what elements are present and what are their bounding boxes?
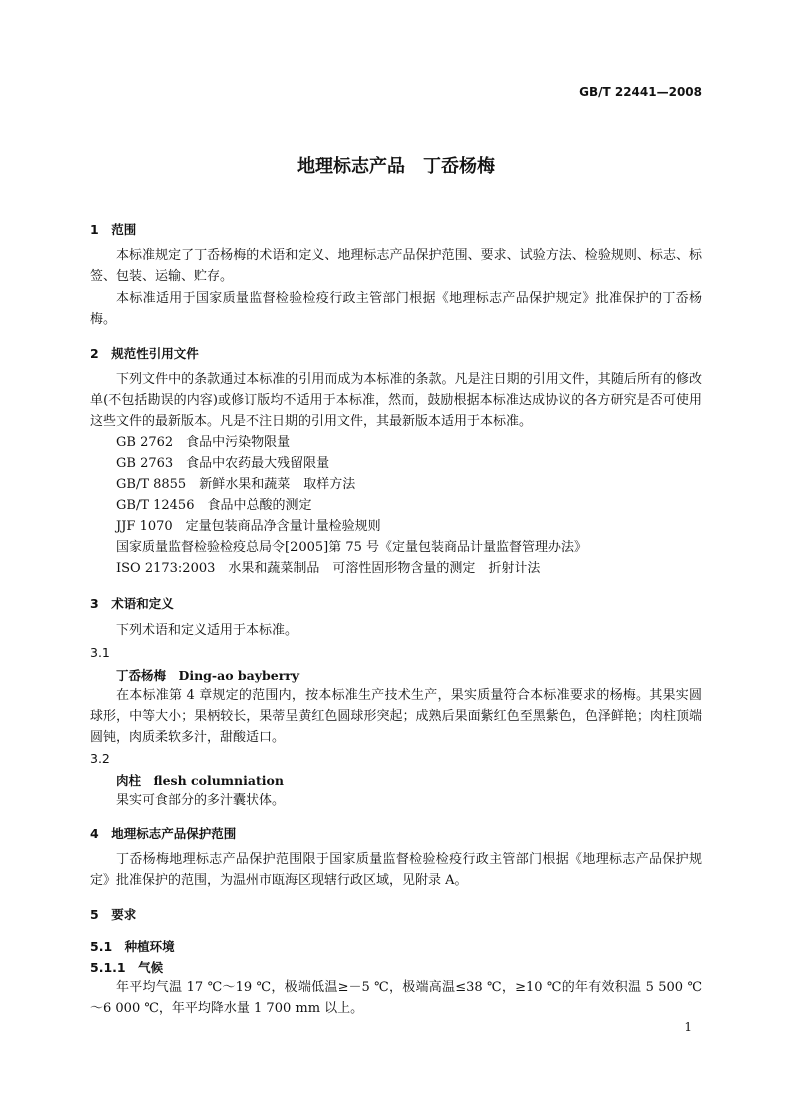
section-3-heading: 3 术语和定义	[90, 596, 174, 611]
term-definition: 果实可食部分的多汁囊状体。	[116, 793, 286, 808]
term-number: 3.2	[90, 751, 110, 766]
reference-item: ISO 2173:2003 水果和蔬菜制品 可溶性固形物含量的测定 折射计法	[116, 561, 541, 576]
standard-code: GB/T 22441—2008	[579, 85, 702, 99]
section-4-para-1: 丁岙杨梅地理标志产品保护范围限于国家质量监督检验检疫行政主管部门根据《地理标志产品保护规定》批准保护的范围，为温州市瓯海区现辖行政区域，见附录 A。	[90, 852, 702, 888]
reference-item: 国家质量监督检验检疫总局令[2005]第 75 号《定量包装商品计量监督管理办法》	[116, 540, 588, 555]
term-number: 3.1	[90, 645, 110, 660]
document-title: 地理标志产品 丁岙杨梅	[297, 156, 495, 177]
reference-item: GB 2763 食品中农药最大残留限量	[116, 456, 330, 471]
subsection-5-1-1-heading: 5.1.1 气候	[90, 960, 164, 975]
section-1-para-2: 本标准适用于国家质量监督检验检疫行政主管部门根据《地理标志产品保护规定》批准保护的丁岙杨梅。	[90, 291, 702, 327]
subsection-5-1-heading: 5.1 种植环境	[90, 939, 175, 954]
reference-item: GB/T 8855 新鲜水果和蔬菜 取样方法	[116, 477, 356, 492]
section-2-para-1: 下列文件中的条款通过本标准的引用而成为本标准的条款。凡是注日期的引用文件，其随后所有的修改单(不包括勘误的内容)或修订版均不适用于本标准，然而，鼓励根据本标准达成协议的各方研究是否可使用这些文件的最新版本。凡是不注日期的引用文件，其最新版本适用于本标准。	[90, 372, 702, 429]
reference-item: GB 2762 食品中污染物限量	[116, 435, 291, 450]
section-5-para-1: 年平均气温 17 ℃～19 ℃，极端低温≥－5 ℃，极端高温≤38 ℃，≥10 ℃的年有效积温 5 500 ℃～6 000 ℃，年平均降水量 1 700 mm 以上。	[90, 980, 702, 1016]
section-4-heading: 4 地理标志产品保护范围	[90, 826, 237, 841]
term-title: 肉柱 flesh columniation	[116, 773, 284, 788]
reference-item: JJF 1070 定量包装商品净含量计量检验规则	[116, 519, 381, 534]
section-1-para-1: 本标准规定了丁岙杨梅的术语和定义、地理标志产品保护范围、要求、试验方法、检验规则、标志、标签、包装、运输、贮存。	[90, 248, 702, 284]
section-1-heading: 1 范围	[90, 222, 137, 237]
section-2-heading: 2 规范性引用文件	[90, 346, 199, 361]
page-number: 1	[684, 1020, 692, 1034]
section-5-heading: 5 要求	[90, 907, 137, 922]
term-title: 丁岙杨梅 Ding-ao bayberry	[116, 668, 300, 683]
reference-item: GB/T 12456 食品中总酸的测定	[116, 498, 312, 513]
section-3-para-1: 下列术语和定义适用于本标准。	[116, 623, 299, 638]
term-definition: 在本标准第 4 章规定的范围内，按本标准生产技术生产，果实质量符合本标准要求的杨梅。其果实圆球形，中等大小；果柄较长，果蒂呈黄红色圆球形突起；成熟后果面紫红色至黑紫色，色泽鲜艳；肉柱顶端圆钝，肉质柔软多汁，甜酸适口。	[90, 688, 702, 745]
